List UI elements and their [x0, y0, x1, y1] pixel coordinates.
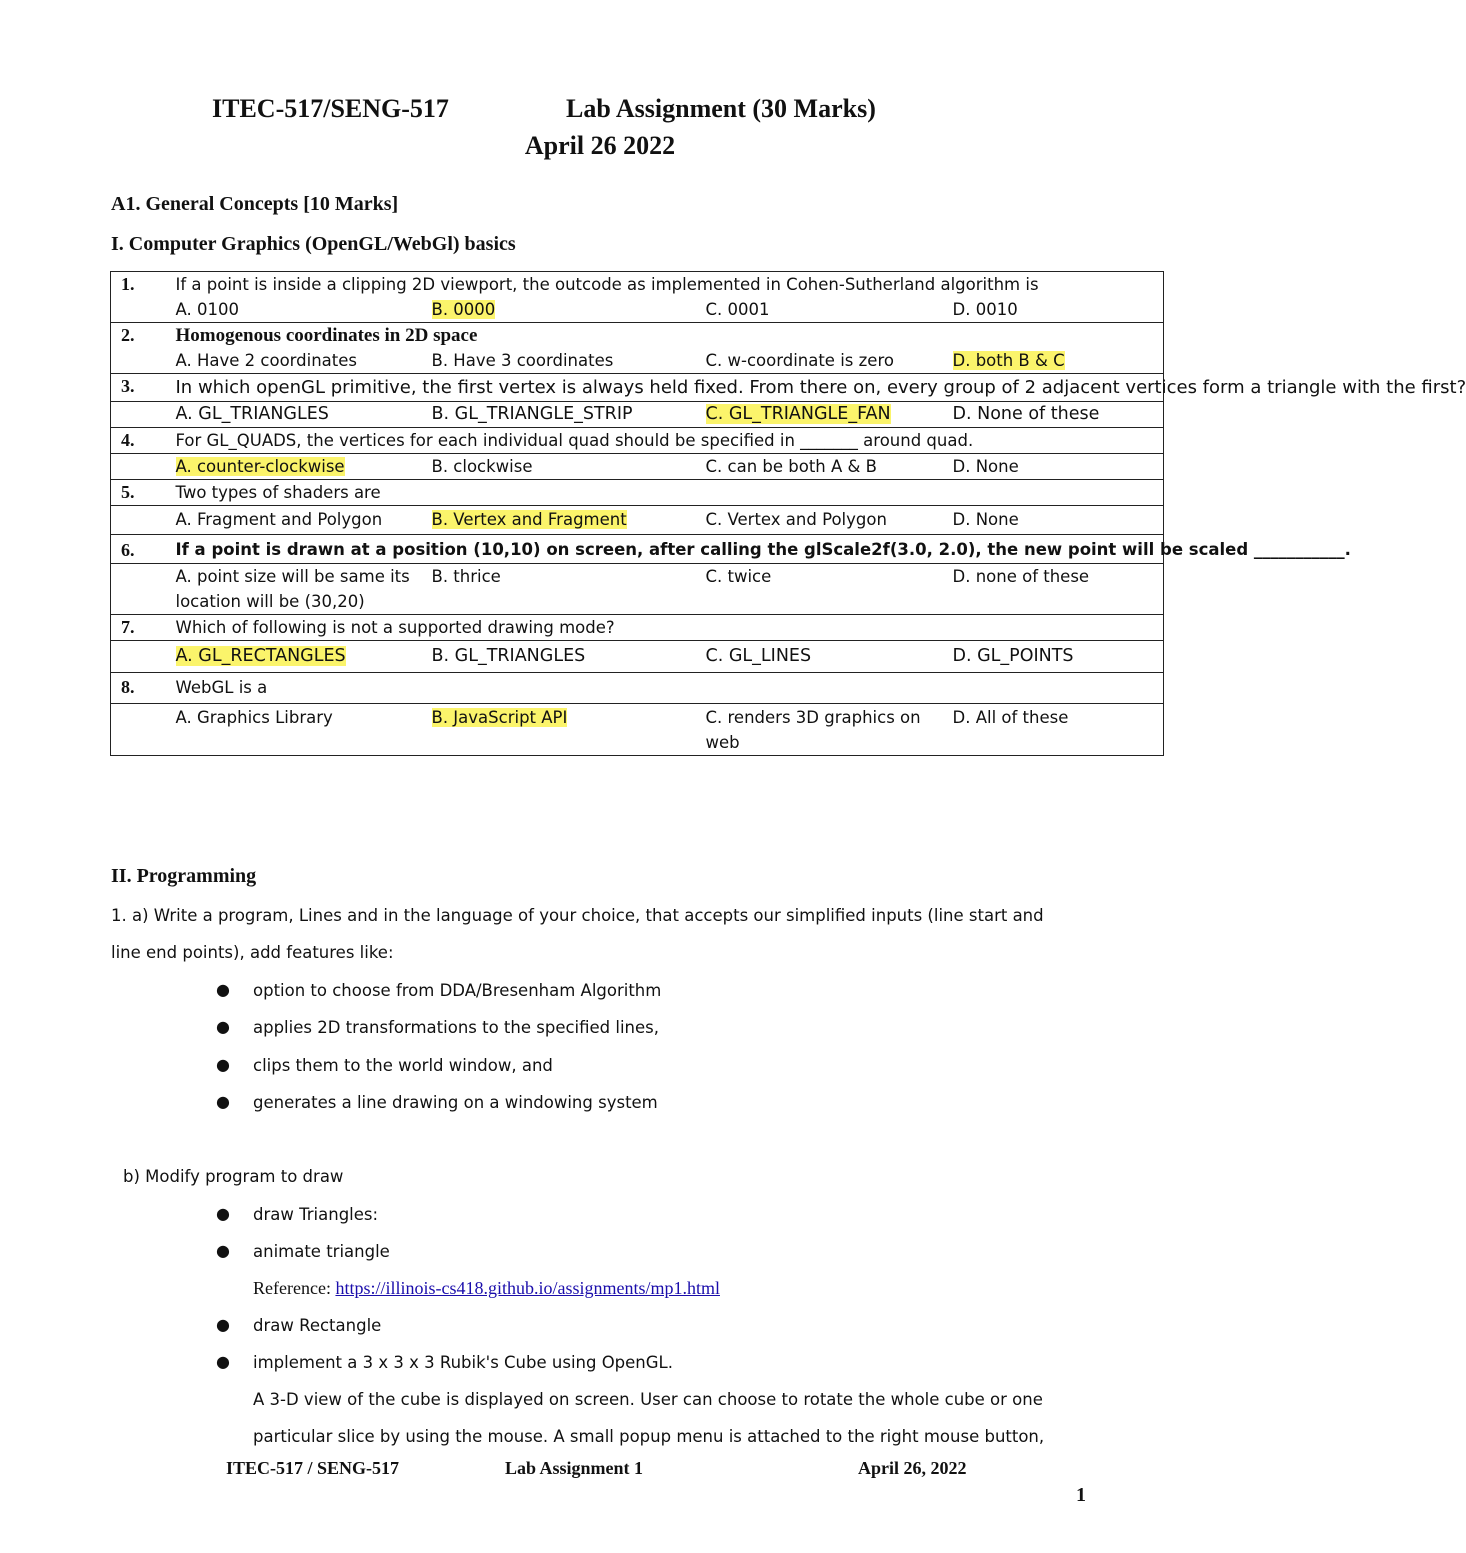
options-row	[176, 348, 1164, 373]
section-ii-heading: II. Programming	[111, 865, 257, 887]
question-number: 2.	[111, 323, 168, 374]
options-row	[176, 297, 1164, 322]
question-text: If a point is drawn at a position (10,10) on screen, after calling the glScale2f(3.0, 2.0), the new point will be scaled ___________.	[168, 535, 1164, 564]
option-c: C. can be both A & B	[705, 457, 877, 476]
question-number: 3.	[111, 374, 168, 402]
question-text: If a point is inside a clipping 2D viewport, the outcode as implemented in Cohen-Sutherland algorithm is	[175, 275, 1039, 294]
question-number: 4.	[111, 428, 168, 454]
prog-b-intro: b) Modify program to draw	[123, 1167, 344, 1186]
option-a-answer: A. counter-clockwise	[175, 457, 345, 476]
bullet-icon: ●	[216, 1352, 230, 1371]
prog-a-line-2: line end points), add features like:	[111, 943, 394, 962]
question-number: 5.	[111, 480, 168, 506]
option-d: D. none of these	[952, 567, 1090, 586]
footer-date: April 26, 2022	[858, 1458, 967, 1478]
option-c: C. 0001	[705, 300, 770, 319]
options-row	[111, 641, 1164, 673]
options-row	[111, 402, 1164, 428]
options-row	[111, 704, 1164, 756]
question-number: 1.	[111, 272, 168, 323]
footer-assignment: Lab Assignment 1	[505, 1458, 644, 1478]
question-row	[111, 428, 1164, 454]
question-row	[111, 535, 1164, 564]
options-row	[111, 454, 1164, 480]
quiz-table	[110, 271, 1466, 756]
option-b: B. Have 3 coordinates	[431, 351, 614, 370]
option-b-answer: B. Vertex and Fragment	[431, 510, 627, 529]
question-text: Which of following is not a supported drawing mode?	[168, 615, 1164, 641]
options-row	[111, 506, 1164, 535]
reference-label: Reference:	[253, 1278, 336, 1298]
option-d: D. None	[952, 510, 1019, 529]
option-d-answer: D. both B & C	[952, 351, 1065, 370]
footer-course: ITEC-517 / SENG-517	[226, 1458, 400, 1478]
option-a: A. Graphics Library	[175, 708, 333, 727]
question-text: Two types of shaders are	[168, 480, 1164, 506]
option-a: A. point size will be same its location will be (30,20)	[175, 567, 410, 611]
option-d: D. None	[952, 457, 1019, 476]
question-row	[111, 673, 1164, 704]
bullet-icon: ●	[216, 1241, 230, 1260]
option-d: D. All of these	[952, 708, 1069, 727]
option-b-answer: B. JavaScript API	[431, 708, 568, 727]
question-row	[111, 480, 1164, 506]
question-row	[111, 272, 1164, 323]
bullet-icon: ●	[216, 980, 230, 999]
reference-link[interactable]: https://illinois-cs418.github.io/assignments/mp1.html	[335, 1278, 720, 1298]
option-c: C. Vertex and Polygon	[705, 510, 887, 529]
option-a: A. Have 2 coordinates	[175, 351, 358, 370]
option-a: A. Fragment and Polygon	[175, 510, 383, 529]
question-row	[111, 374, 1164, 402]
question-text: Homogenous coordinates in 2D space	[175, 325, 478, 346]
page-number: 1	[1076, 1484, 1086, 1506]
option-c: C. w-coordinate is zero	[705, 351, 894, 370]
option-c: C. renders 3D graphics on web	[705, 708, 921, 752]
assignment-date: April 26 2022	[524, 131, 676, 160]
option-c-answer: C. GL_TRIANGLE_FAN	[705, 404, 891, 424]
section-i-heading: I. Computer Graphics (OpenGL/WebGl) basics	[111, 233, 516, 255]
question-number: 8.	[111, 673, 168, 704]
option-b: B. GL_TRIANGLES	[431, 646, 586, 666]
option-b: B. GL_TRIANGLE_STRIP	[431, 404, 633, 424]
question-number: 6.	[111, 535, 168, 564]
assignment-title: Lab Assignment (30 Marks)	[566, 94, 876, 123]
question-text: In which openGL primitive, the first vertex is always held fixed. From there on, every group of 2 adjacent vertices form a triangle with the first?	[168, 374, 1164, 402]
option-b-answer: B. 0000	[431, 300, 496, 319]
bullet-icon: ●	[216, 1204, 230, 1223]
prog-a-line-1: 1. a) Write a program, Lines and in the language of your choice, that accepts our simplified inputs (line start and	[111, 906, 1044, 925]
question-row	[111, 615, 1164, 641]
option-d: D. None of these	[952, 404, 1100, 424]
bullet-icon: ●	[216, 1017, 230, 1036]
option-c: C. GL_LINES	[705, 646, 812, 666]
option-c: C. twice	[705, 567, 772, 586]
option-a-answer: A. GL_RECTANGLES	[175, 646, 346, 666]
option-a: A. GL_TRIANGLES	[175, 404, 329, 424]
bullet-icon: ●	[216, 1055, 230, 1074]
option-b: B. thrice	[431, 567, 501, 586]
section-a1-heading: A1. General Concepts [10 Marks]	[111, 193, 399, 215]
question-text: For GL_QUADS, the vertices for each individual quad should be specified in _______ around quad.	[168, 428, 1164, 454]
options-row	[111, 564, 1164, 615]
option-a: A. 0100	[175, 300, 239, 319]
bullet-icon: ●	[216, 1315, 230, 1334]
option-d: D. GL_POINTS	[952, 646, 1074, 666]
question-text: WebGL is a	[168, 673, 1164, 704]
bullet-icon: ●	[216, 1092, 230, 1111]
option-b: B. clockwise	[431, 457, 533, 476]
question-row	[111, 323, 1164, 374]
question-number: 7.	[111, 615, 168, 641]
course-code: ITEC-517/SENG-517	[212, 94, 449, 123]
option-d: D. 0010	[952, 300, 1018, 319]
